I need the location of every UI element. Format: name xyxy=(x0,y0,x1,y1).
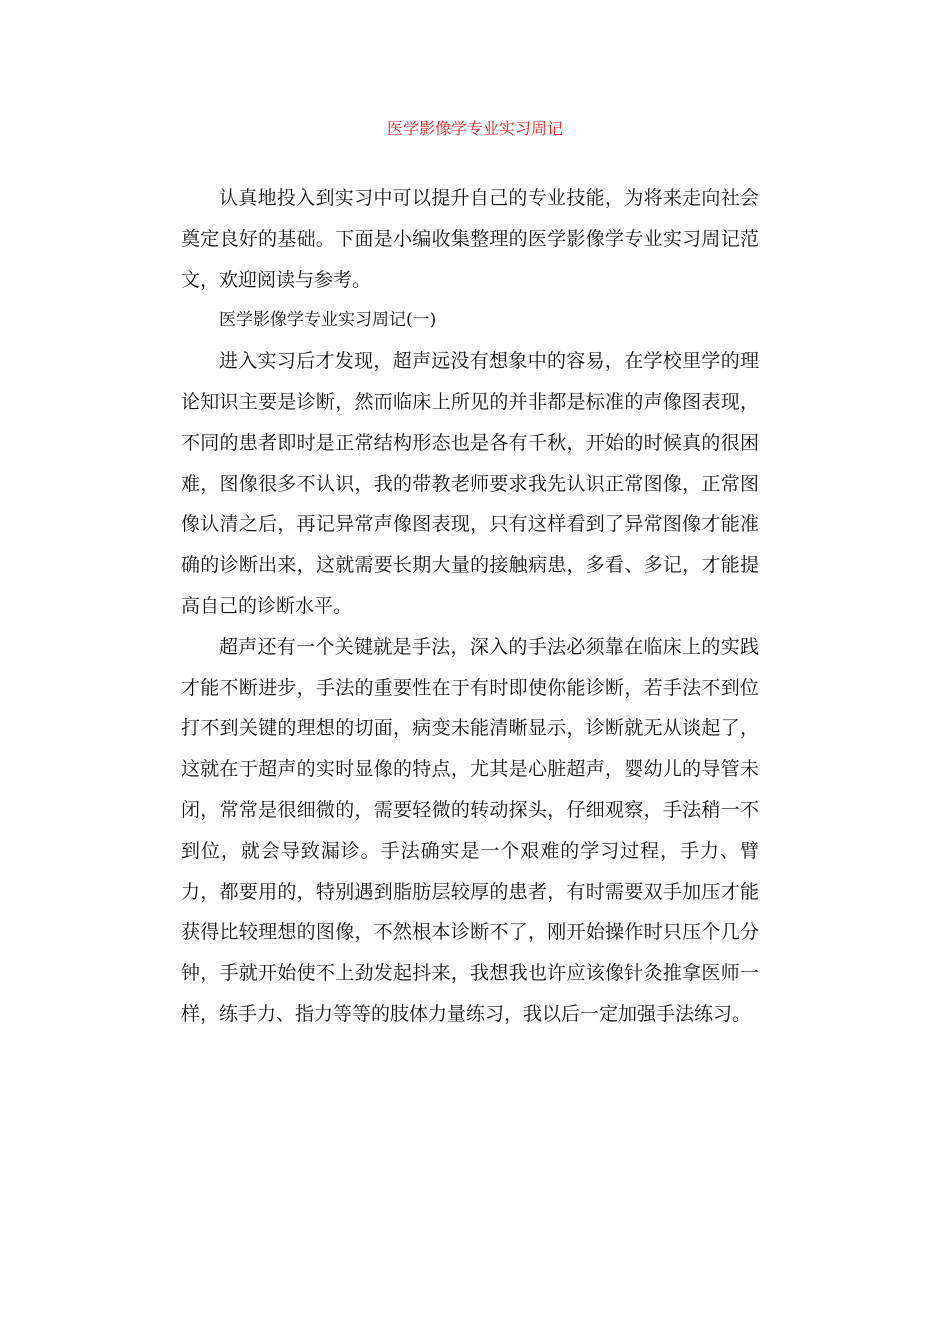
document-title: 医学影像学专业实习周记 xyxy=(386,119,563,138)
intro-paragraph: 认真地投入到实习中可以提升自己的专业技能，为将来走向社会奠定良好的基础。下面是小编收集整理的医学影像学专业实习周记范文，欢迎阅读与参考。 xyxy=(181,187,759,291)
document-body xyxy=(181,178,759,1035)
body-paragraph-1: 进入实习后才发现，超声远没有想象中的容易，在学校里学的理论知识主要是诊断，然而临床上所见的并非都是标准的声像图表现，不同的患者即时是正常结构形态也是各有千秋，开始的时候真的很困难，图像很多不认识，我的带教老师要求我先认识正常图像，正常图像认清之后，再记异常声像图表现，只有这样看到了异常图像才能准确的诊断出来，这就需要长期大量的接触病患，多看、多记，才能提高自己的诊断水平。 xyxy=(181,350,759,617)
body-paragraph-2: 超声还有一个关键就是手法，深入的手法必须靠在临床上的实践才能不断进步，手法的重要性在于有时即使你能诊断，若手法不到位打不到关键的理想的切面，病变未能清晰显示，诊断就无从谈起了，这就在于超声的实时显像的特点，尤其是心脏超声，婴幼儿的导管未闭，常常是很细微的，需要轻微的转动探头，仔细观察，手法稍一不到位，就会导致漏诊。手法确实是一个艰难的学习过程，手力、臂力，都要用的，特别遇到脂肪层较厚的患者，有时需要双手加压才能获得比较理想的图像，不然根本诊断不了，刚开始操作时只压个几分钟，手就开始使不上劲发起抖来，我想我也许应该像针灸推拿医师一样，练手力、指力等等的肢体力量练习，我以后一定加强手法练习。 xyxy=(181,635,759,1025)
section-heading: 医学影像学专业实习周记(一) xyxy=(219,310,437,331)
